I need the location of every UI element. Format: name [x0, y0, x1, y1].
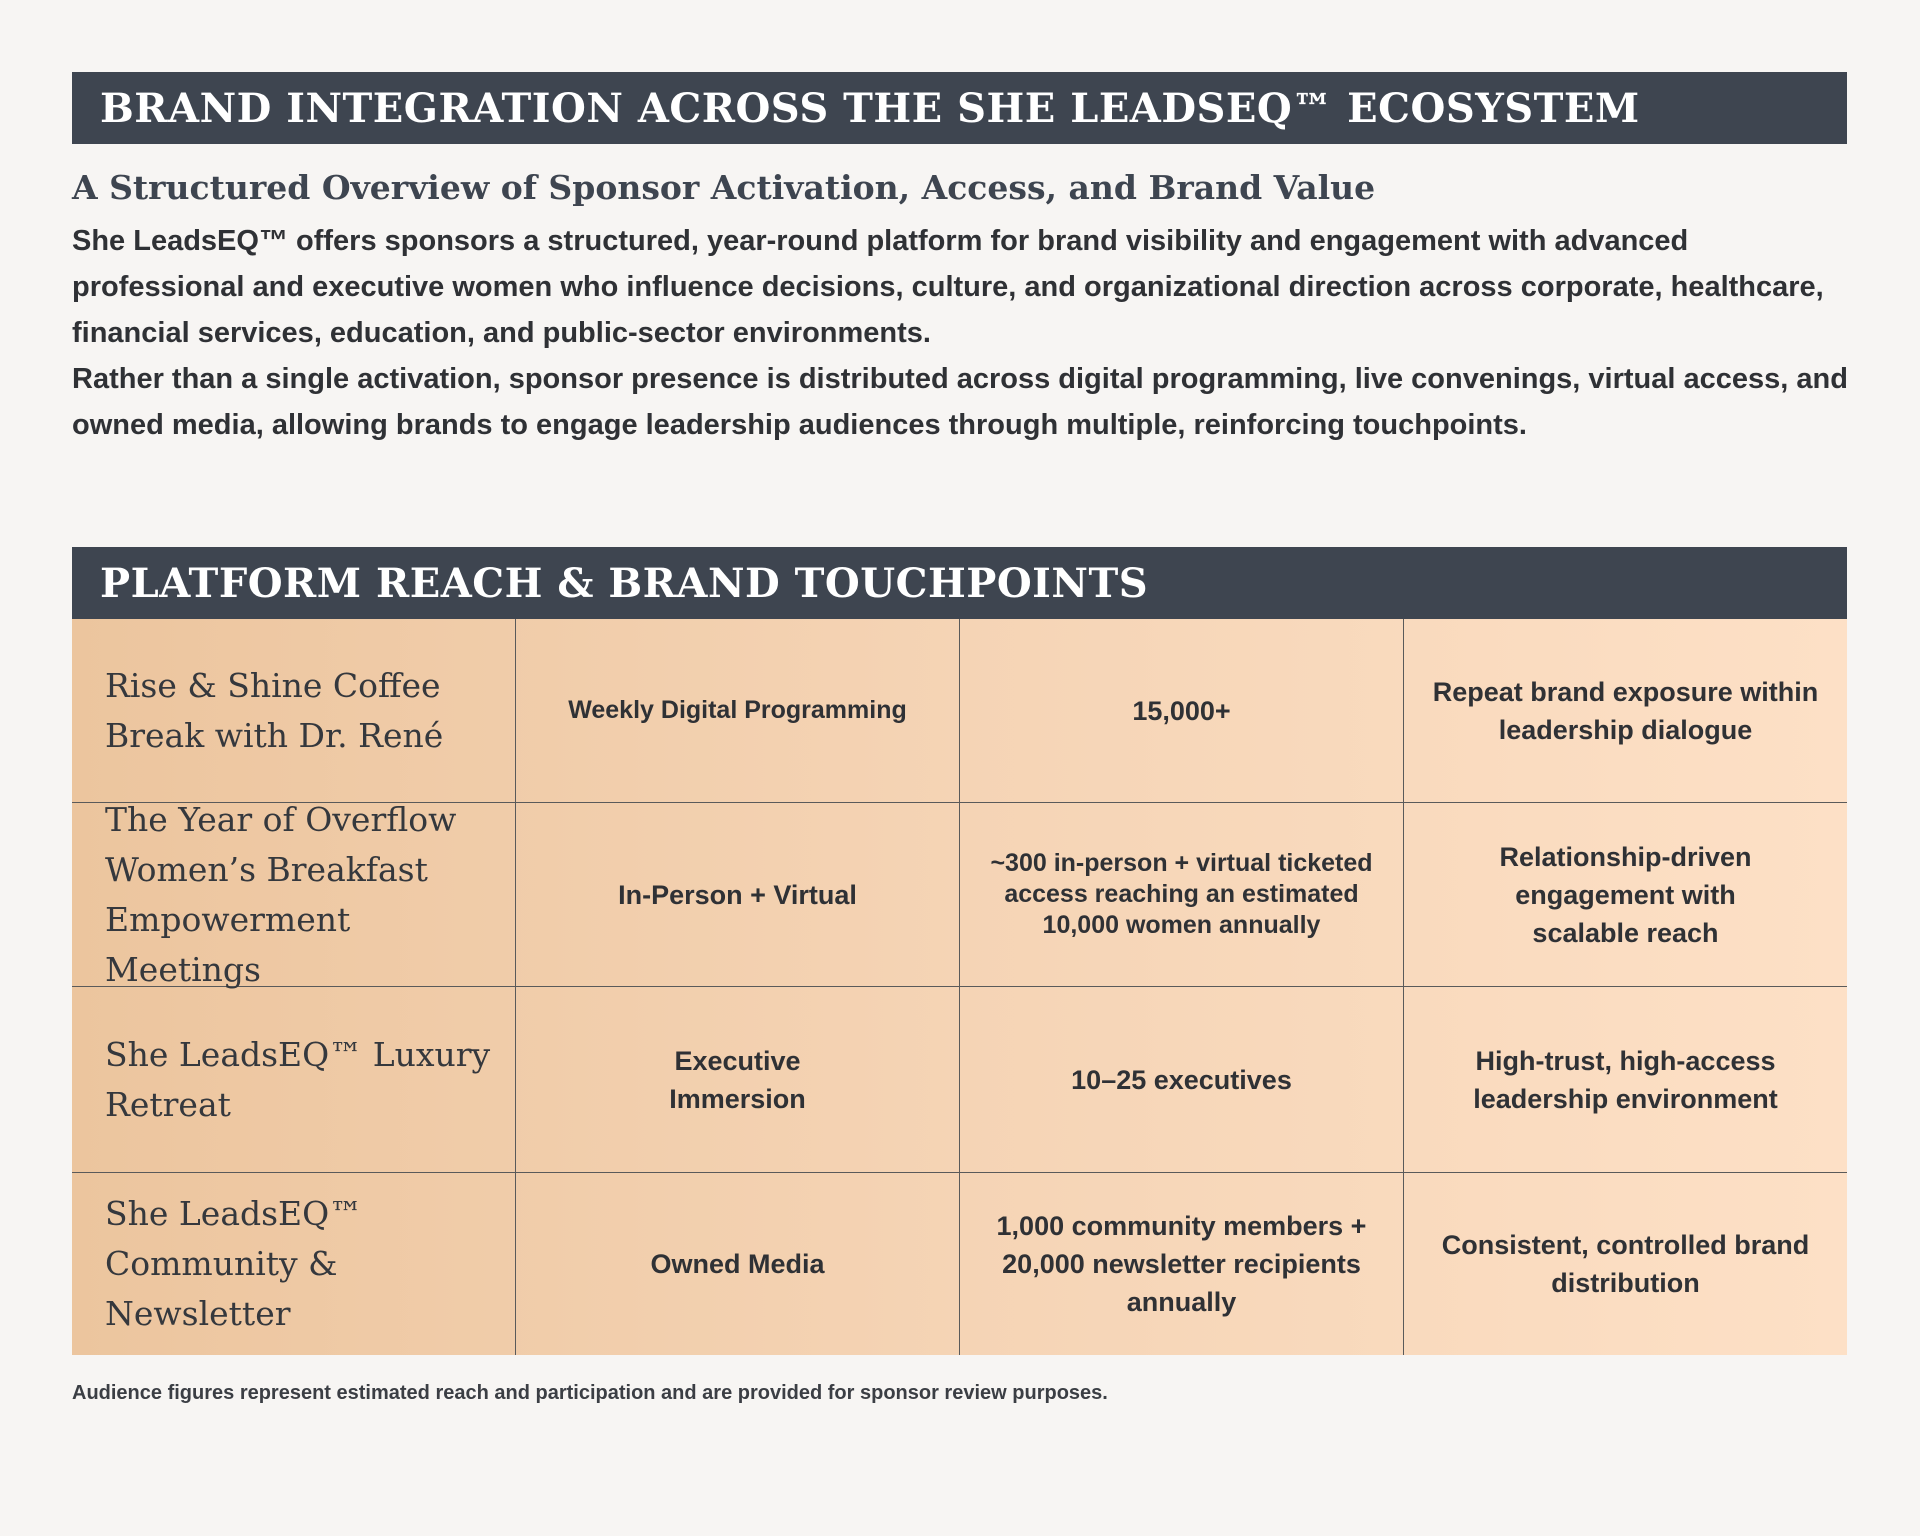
table-cell-format: In-Person + Virtual: [516, 803, 960, 987]
table-cell-value: Repeat brand exposure within leadership dialogue: [1404, 619, 1847, 803]
table-cell-program: Rise & Shine Coffee Break with Dr. René: [72, 619, 516, 803]
table-cell-value: High-trust, high-access leadership environment: [1404, 987, 1847, 1173]
table-cell-program: She LeadsEQ™ Community & Newsletter: [72, 1173, 516, 1355]
table-cell-format: Executive Immersion: [516, 987, 960, 1173]
page-subtitle: A Structured Overview of Sponsor Activation, Access, and Brand Value: [72, 168, 1376, 207]
table-cell-format: Owned Media: [516, 1173, 960, 1355]
intro-text: [72, 218, 1852, 448]
table-cell-program: She LeadsEQ™ Luxury Retreat: [72, 987, 516, 1173]
table-cell-value: Consistent, controlled brand distribution: [1441, 1230, 1810, 1298]
table-cell-value: Relationship-driven engagement with scalable reach: [1404, 803, 1847, 987]
table-cell-program: The Year of Overflow Women’s Breakfast Empowerment Meetings: [72, 803, 516, 987]
table-cell-reach: ~300 in-person + virtual ticketed access reaching an estimated 10,000 women annually: [960, 803, 1404, 987]
footnote: Audience figures represent estimated reach and participation and are provided for sponsor review purposes.: [72, 1382, 1108, 1404]
table-cell-format: Weekly Digital Programming: [516, 619, 960, 803]
table-cell-reach: 15,000+: [960, 619, 1404, 803]
table-cell-reach: 1,000 community members + 20,000 newsletter recipients annually: [960, 1173, 1404, 1355]
intro-paragraph-2: Rather than a single activation, sponsor presence is distributed across digital programming, live convenings, virtual access, and owned media, allowing brands to engage leadership audiences through multiple, reinforcing touchpoints.: [72, 363, 1848, 441]
intro-paragraph-1: She LeadsEQ™ offers sponsors a structured, year-round platform for brand visibility and engagement with advanced professional and executive women who influence decisions, culture, and organizational direction across corporate, healthcare, financial services, education, and public-sector environments.: [72, 225, 1824, 349]
table-title: PLATFORM REACH & BRAND TOUCHPOINTS: [72, 547, 1847, 619]
touchpoints-table: [72, 619, 1847, 1355]
table-cell-reach: 10–25 executives: [960, 987, 1404, 1173]
page-title: BRAND INTEGRATION ACROSS THE SHE LEADSEQ™ ECOSYSTEM: [72, 72, 1847, 144]
